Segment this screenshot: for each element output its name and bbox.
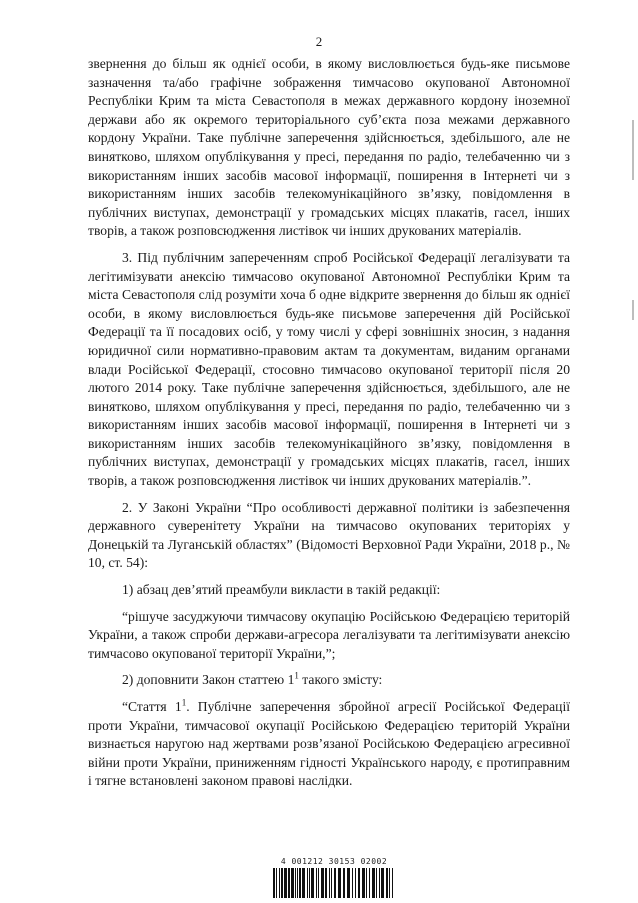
barcode-bars [272, 868, 396, 898]
barcode-bar [307, 868, 308, 898]
barcode-bar [311, 868, 314, 898]
barcode [272, 857, 396, 899]
barcode-bar [321, 868, 324, 898]
scan-edge-mark [632, 120, 634, 180]
barcode-bar [309, 868, 310, 898]
barcode-bar [329, 868, 330, 898]
barcode-bar [281, 868, 283, 898]
barcode-bar [331, 868, 332, 898]
barcode-bar [273, 868, 275, 898]
barcode-bar [343, 868, 345, 898]
paragraph-preamble-quote: “рішуче засуджуючи тимчасову окупацію Російською Федерацією територій України, а також спроби держави-агресора легалізувати та легітимізувати анексію тимчасово окупованої території України,”; [88, 608, 570, 661]
barcode-bar [347, 868, 350, 898]
barcode-bar [381, 868, 384, 898]
barcode-bar [318, 868, 319, 898]
subitem-2-superscript: 1 [294, 670, 299, 681]
barcode-bar [392, 868, 393, 898]
barcode-bar [355, 868, 356, 898]
barcode-bar [276, 868, 277, 898]
article-heading-text: “Стаття 1 [122, 699, 182, 714]
barcode-bar [362, 868, 365, 898]
barcode-bar [295, 868, 296, 898]
barcode-bar [369, 868, 370, 898]
page-number: 2 [315, 34, 323, 49]
barcode-digits: 4 001212 30153 02002 [280, 857, 388, 866]
barcode-bar [279, 868, 280, 898]
paragraph-subitem-1: 1) абзац дев’ятий преамбули викласти в такій редакції: [122, 582, 441, 598]
barcode-bar [376, 868, 377, 898]
paragraph-law-amendment: 2. У Законі України “Про особливості державної політики із забезпечення державного суверенітету України на тимчасово окупованих територіях у Донецькій та Луганській областях” (Відомості Верховної Ради України, 2018 р., № 10, ст. 54): [88, 499, 570, 571]
paragraph-article-quote [88, 698, 570, 791]
barcode-bar [284, 868, 287, 898]
barcode-bar [302, 868, 305, 898]
paragraph-continuation: звернення до більш як однієї особи, в якому висловлюється будь-яке письмове зазначення та/або графічне зображення тимчасово окупованої Автономної Республіки Крим та міста Севастополя в межах державного кордону іноземної держави або як окремого територіального суб’єкта поза межами державного кордону України. Таке публічне заперечення здійснюється, здебільшого, але не винятково, шляхом опублікування у пресі, передання по радіо, телебаченню чи з використанням інших засобів масової інформації, поширення в Інтернеті чи з використанням інших засобів телекомунікаційного зв’язку, повідомлення в публічних виступах, демонстрації у громадських місцях плакатів, гасел, інших творів, а також розповсюдження листівок чи інших друкованих матеріалів. [88, 56, 570, 239]
subitem-2-text-end: такого змісту: [298, 672, 383, 688]
barcode-bar [389, 868, 390, 898]
barcode-bar [291, 868, 294, 898]
article-body-text: . Публічне заперечення збройної агресії Російської Федерації проти України, тимчасової окупації Російською Федерацією територій України визнається наругою над жертвами розв’язаної Російською Федерацією агресивної війни проти України, приниженням гідності Українського народу, є протиправним і тягне встановлені законом правові наслідки. [88, 699, 571, 789]
barcode-bar [334, 868, 336, 898]
barcode-bar [372, 868, 375, 898]
paragraph-subitem-2 [88, 671, 570, 690]
barcode-bar [299, 868, 301, 898]
barcode-bar [352, 868, 353, 898]
barcode-bar [288, 868, 290, 898]
barcode-bar [325, 868, 327, 898]
barcode-bar [358, 868, 360, 898]
article-superscript: 1 [181, 697, 187, 708]
barcode-bar [366, 868, 367, 898]
barcode-bar [297, 868, 298, 898]
barcode-bar [379, 868, 380, 898]
barcode-bar [338, 868, 341, 898]
subitem-2-text: 2) доповнити Закон статтею 1 [122, 672, 295, 688]
scan-edge-mark [632, 300, 634, 320]
barcode-bar [386, 868, 388, 898]
paragraph-item-3: 3. Під публічним запереченням спроб Російської Федерації легалізувати та легітимізувати анексію тимчасово окупованої Автономної Республіки Крим та міста Севастополя слід розуміти хоча б одне відкрите звернення до більш як однієї особи, в якому висловлюється будь-яке письмове заперечення дій Російської Федерації та її посадових осіб, у тому числі у сфері зовнішніх зносин, з надання юридичної сили нормативно-правовим актам та документам, виданим органами влади Російської Федерації, стосовно тимчасово окупованої території після 20 лютого 2014 року. Таке публічне заперечення здійснюється, здебільшого, але не винятково, шляхом опублікування у пресі, передання по радіо, телебаченню чи з використанням інших засобів масової інформації, поширення в Інтернеті чи з використанням інших засобів телекомунікаційного зв’язку, повідомлення в публічних виступах, демонстрації у громадських місцях плакатів, гасел, інших творів, а також розповсюдження листівок чи інших друкованих матеріалів.”. [88, 249, 570, 489]
barcode-bar [316, 868, 317, 898]
document-body [88, 55, 570, 791]
